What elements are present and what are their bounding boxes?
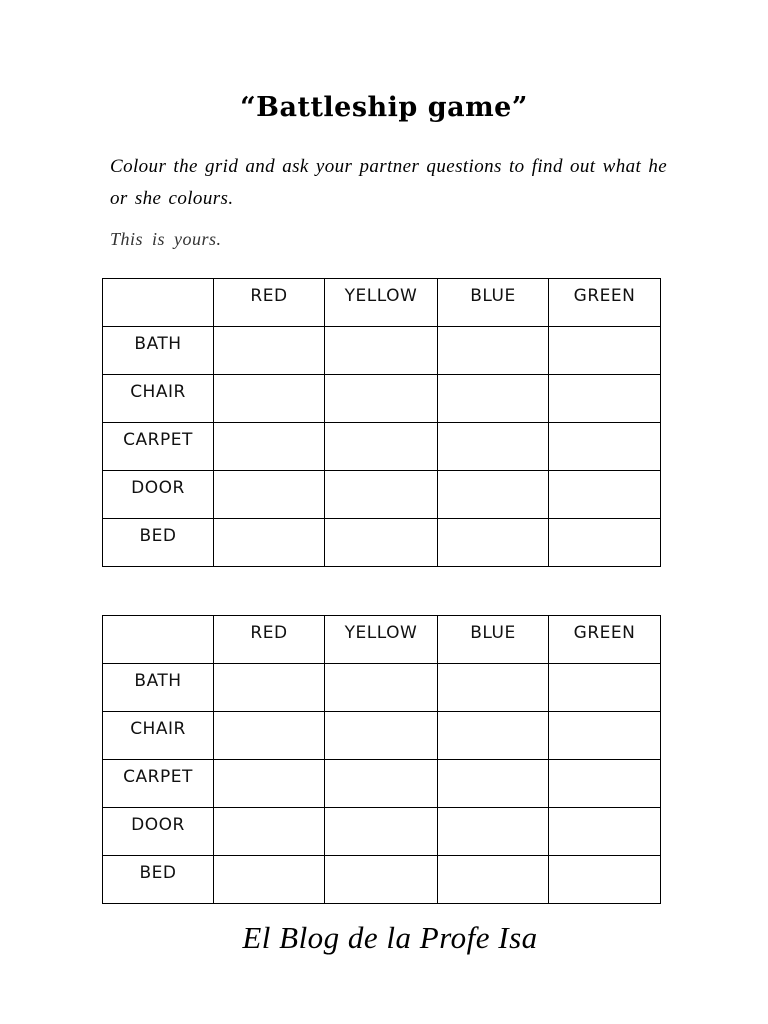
grid-cell[interactable] xyxy=(438,471,549,519)
grid-row-carpet xyxy=(103,423,661,471)
row-header-chair: CHAIR xyxy=(103,712,214,760)
grid-corner-cell xyxy=(103,279,214,327)
grid-corner-cell xyxy=(103,616,214,664)
column-header-green: GREEN xyxy=(549,616,661,664)
column-header-red: RED xyxy=(214,279,325,327)
grid-cell[interactable] xyxy=(214,712,325,760)
row-header-carpet: CARPET xyxy=(103,760,214,808)
grid-owner-label: This is yours. xyxy=(110,229,222,249)
grid-cell[interactable] xyxy=(438,664,549,712)
grid-cell[interactable] xyxy=(549,327,661,375)
instructions-text: Colour the grid and ask your partner questions to find out what he or she colours. xyxy=(110,156,668,209)
grid-cell[interactable] xyxy=(549,375,661,423)
grid-cell[interactable] xyxy=(214,471,325,519)
grid-cell[interactable] xyxy=(325,519,438,567)
row-header-bath: BATH xyxy=(103,327,214,375)
grid-cell[interactable] xyxy=(549,712,661,760)
grid-row-carpet xyxy=(103,760,661,808)
row-header-bath: BATH xyxy=(103,664,214,712)
grid-cell[interactable] xyxy=(325,664,438,712)
grid-cell[interactable] xyxy=(438,856,549,904)
grid-cell[interactable] xyxy=(549,808,661,856)
row-header-chair: CHAIR xyxy=(103,375,214,423)
grid-cell[interactable] xyxy=(438,760,549,808)
column-header-yellow: YELLOW xyxy=(325,279,438,327)
grid-cell[interactable] xyxy=(438,327,549,375)
grid-cell[interactable] xyxy=(214,664,325,712)
column-header-red: RED xyxy=(214,616,325,664)
grid-cell[interactable] xyxy=(438,519,549,567)
battleship-grid-partner xyxy=(102,615,661,904)
battleship-grid-mine xyxy=(102,278,661,567)
grid-cell[interactable] xyxy=(549,519,661,567)
grid-header-row xyxy=(103,616,661,664)
grid-cell[interactable] xyxy=(325,327,438,375)
blog-signature: El Blog de la Profe Isa xyxy=(242,920,538,955)
grid-cell[interactable] xyxy=(214,519,325,567)
grid-row-bed xyxy=(103,856,661,904)
grid-cell[interactable] xyxy=(325,712,438,760)
column-header-yellow: YELLOW xyxy=(325,616,438,664)
grid-row-bed xyxy=(103,519,661,567)
grid-row-bath xyxy=(103,327,661,375)
row-header-bed: BED xyxy=(103,856,214,904)
grid-cell[interactable] xyxy=(214,423,325,471)
grid-row-door xyxy=(103,471,661,519)
row-header-carpet: CARPET xyxy=(103,423,214,471)
grid-cell[interactable] xyxy=(214,808,325,856)
row-header-door: DOOR xyxy=(103,471,214,519)
column-header-blue: BLUE xyxy=(438,279,549,327)
grid-cell[interactable] xyxy=(549,423,661,471)
grid-cell[interactable] xyxy=(325,808,438,856)
grid-cell[interactable] xyxy=(214,375,325,423)
grid-cell[interactable] xyxy=(549,664,661,712)
grid-cell[interactable] xyxy=(214,327,325,375)
grid-header-row xyxy=(103,279,661,327)
grid-cell[interactable] xyxy=(549,760,661,808)
grid-cell[interactable] xyxy=(549,471,661,519)
worksheet-title: “Battleship game” xyxy=(240,92,528,123)
grid-cell[interactable] xyxy=(438,375,549,423)
grid-row-bath xyxy=(103,664,661,712)
row-header-bed: BED xyxy=(103,519,214,567)
grid-cell[interactable] xyxy=(325,760,438,808)
grid-cell[interactable] xyxy=(325,375,438,423)
grid-cell[interactable] xyxy=(438,423,549,471)
grid-cell[interactable] xyxy=(325,856,438,904)
column-header-blue: BLUE xyxy=(438,616,549,664)
row-header-door: DOOR xyxy=(103,808,214,856)
column-header-green: GREEN xyxy=(549,279,661,327)
grid-cell[interactable] xyxy=(438,712,549,760)
grid-row-door xyxy=(103,808,661,856)
grid-cell[interactable] xyxy=(325,423,438,471)
grid-row-chair xyxy=(103,375,661,423)
grid-cell[interactable] xyxy=(325,471,438,519)
grid-cell[interactable] xyxy=(214,760,325,808)
grid-row-chair xyxy=(103,712,661,760)
grid-cell[interactable] xyxy=(438,808,549,856)
grid-cell[interactable] xyxy=(214,856,325,904)
grid-cell[interactable] xyxy=(549,856,661,904)
